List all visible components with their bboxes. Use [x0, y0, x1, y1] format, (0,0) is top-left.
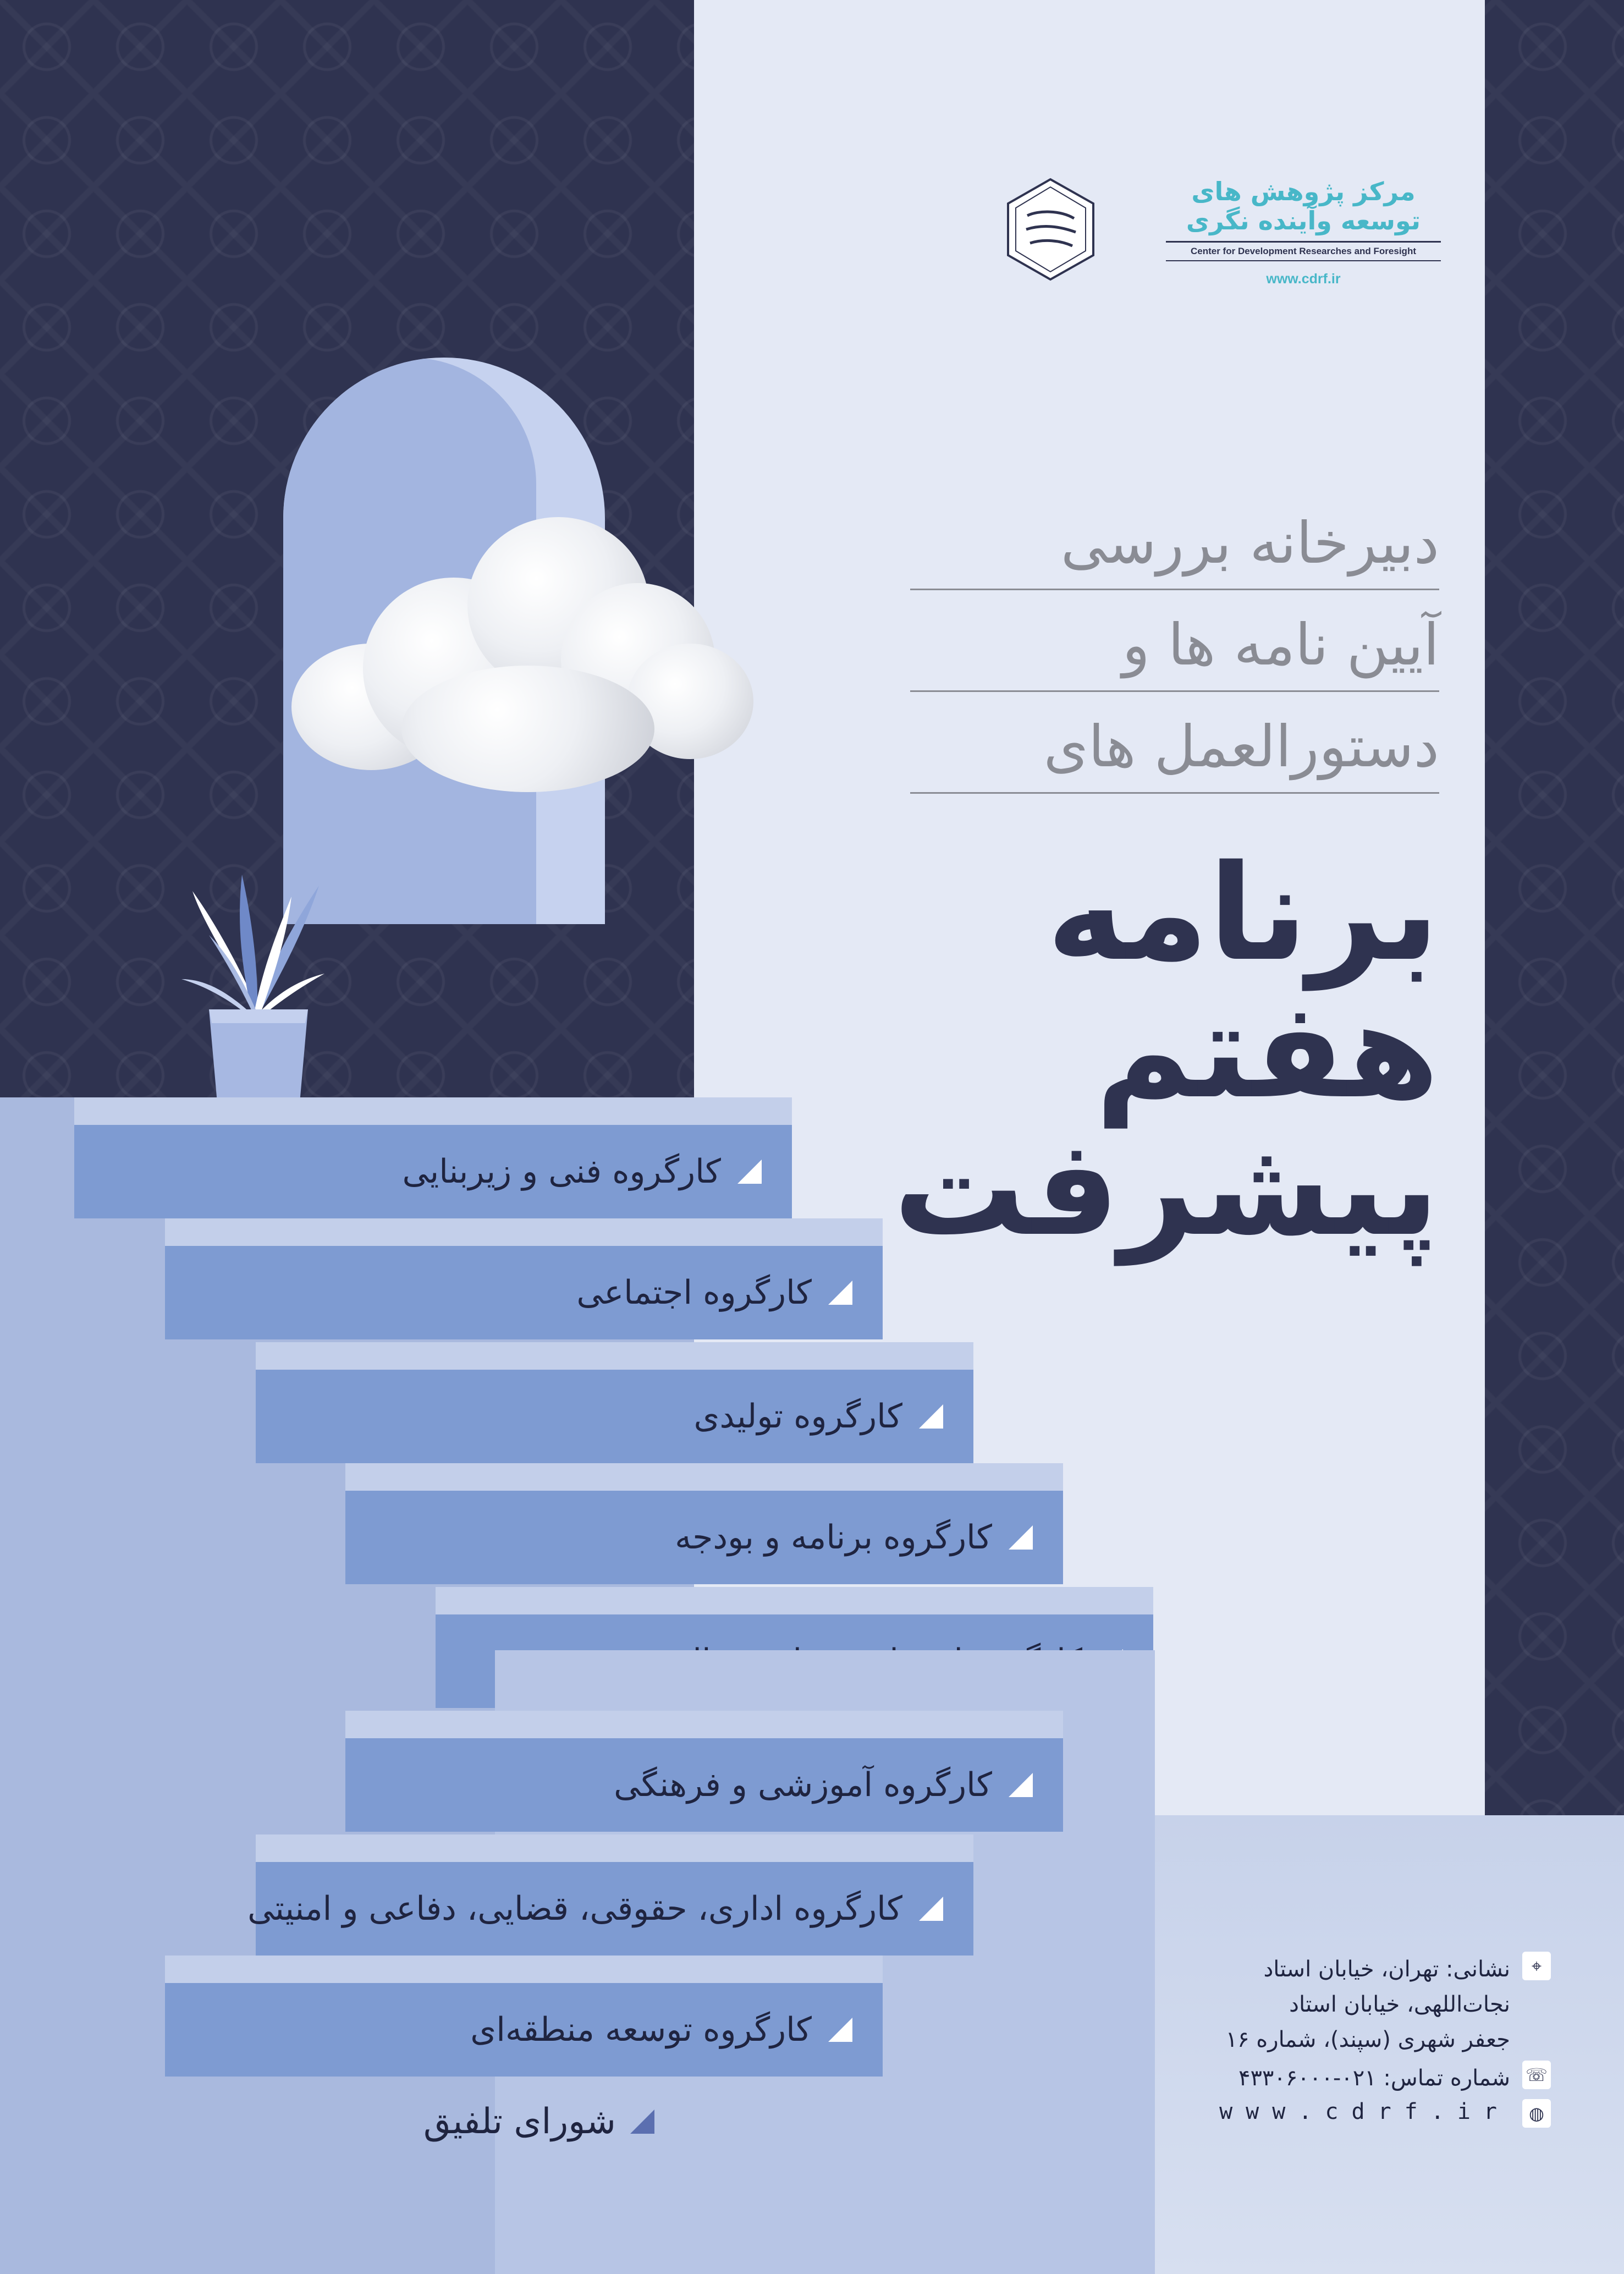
triangle-marker-icon [828, 2018, 852, 2042]
address-text [1226, 1952, 1510, 2057]
location-icon: ⌖ [1522, 1952, 1551, 1980]
logo-divider [1166, 241, 1441, 243]
triangle-marker-icon [919, 1404, 943, 1429]
triangle-marker-icon [630, 2110, 654, 2134]
workgroup-step[interactable] [165, 1246, 883, 1339]
cloud-image [286, 506, 775, 814]
council-label: شورای تلفیق [423, 2101, 616, 2142]
main-title-line-3: پیشرفت [893, 1111, 1439, 1265]
main-title-line-2: هفتم [1095, 974, 1439, 1128]
phone-text: شماره تماس: ۰۲۱-۴۳۳۰۶۰۰۰ [1238, 2066, 1510, 2091]
logo-divider [1166, 260, 1441, 261]
workgroup-step[interactable] [345, 1738, 1063, 1832]
workgroup-step[interactable] [74, 1125, 792, 1218]
workgroup-label: کارگروه توسعه منطقه‌ای [470, 2011, 812, 2049]
main-title-line-1: برنامه [1047, 836, 1439, 990]
logo-website[interactable]: www.cdrf.ir [1266, 271, 1341, 287]
contact-info [1177, 1952, 1551, 2128]
logo-name-line1: مرکز پژوهش های [1191, 177, 1416, 206]
workgroup-label: کارگروه آموزشی و فرهنگی [614, 1766, 992, 1804]
triangle-marker-icon [1009, 1773, 1033, 1797]
triangle-marker-icon [737, 1160, 762, 1184]
title-underline [910, 589, 1439, 590]
center-logo [1166, 177, 1441, 287]
triangle-marker-icon [828, 1281, 852, 1305]
title-underline [910, 690, 1439, 692]
potted-plant-illustration [181, 869, 324, 1111]
address-row [1177, 1952, 1551, 2057]
workgroup-label: کارگروه اجتماعی [576, 1273, 812, 1312]
website-row[interactable] [1177, 2099, 1551, 2128]
title-underline [910, 792, 1439, 794]
website-text: www.cdrf.ir [1219, 2099, 1510, 2124]
address-line: نجات‌اللهی، خیابان استاد [1289, 1992, 1510, 2017]
address-line: جعفر شهری (سپند)، شماره ۱۶ [1225, 2027, 1510, 2052]
workgroup-label: کارگروه تولیدی [693, 1397, 902, 1436]
workgroup-label: کارگروه اداری، حقوقی، قضایی، دفاعی و امنیتی [247, 1889, 902, 1928]
council-item[interactable] [423, 2101, 654, 2142]
workgroup-label: کارگروه فنی و زیربنایی [402, 1152, 721, 1191]
title-line-1: دبیرخانه بررسی [1060, 509, 1439, 576]
logo-name-english: Center for Development Researches and Foresight [1190, 245, 1416, 256]
globe-icon: ◍ [1522, 2099, 1551, 2128]
workgroup-step[interactable] [345, 1491, 1063, 1584]
seal-logo [1005, 177, 1096, 282]
logo-name-line2: توسعه وآینده نگری [1186, 205, 1421, 235]
workgroup-step[interactable] [165, 1983, 883, 2077]
title-line-2: آیین نامه ها و [1122, 611, 1439, 678]
phone-icon: ☏ [1522, 2061, 1551, 2089]
workgroup-step[interactable] [256, 1370, 973, 1463]
title-line-3: دستورالعمل های [1043, 713, 1439, 780]
phone-row[interactable] [1177, 2061, 1551, 2096]
workgroup-step[interactable] [247, 1862, 973, 1956]
triangle-marker-icon [1009, 1525, 1033, 1550]
triangle-marker-icon [919, 1897, 943, 1921]
workgroup-label: کارگروه برنامه و بودجه [675, 1518, 992, 1557]
address-line: نشانی: تهران، خیابان استاد [1263, 1957, 1510, 1982]
